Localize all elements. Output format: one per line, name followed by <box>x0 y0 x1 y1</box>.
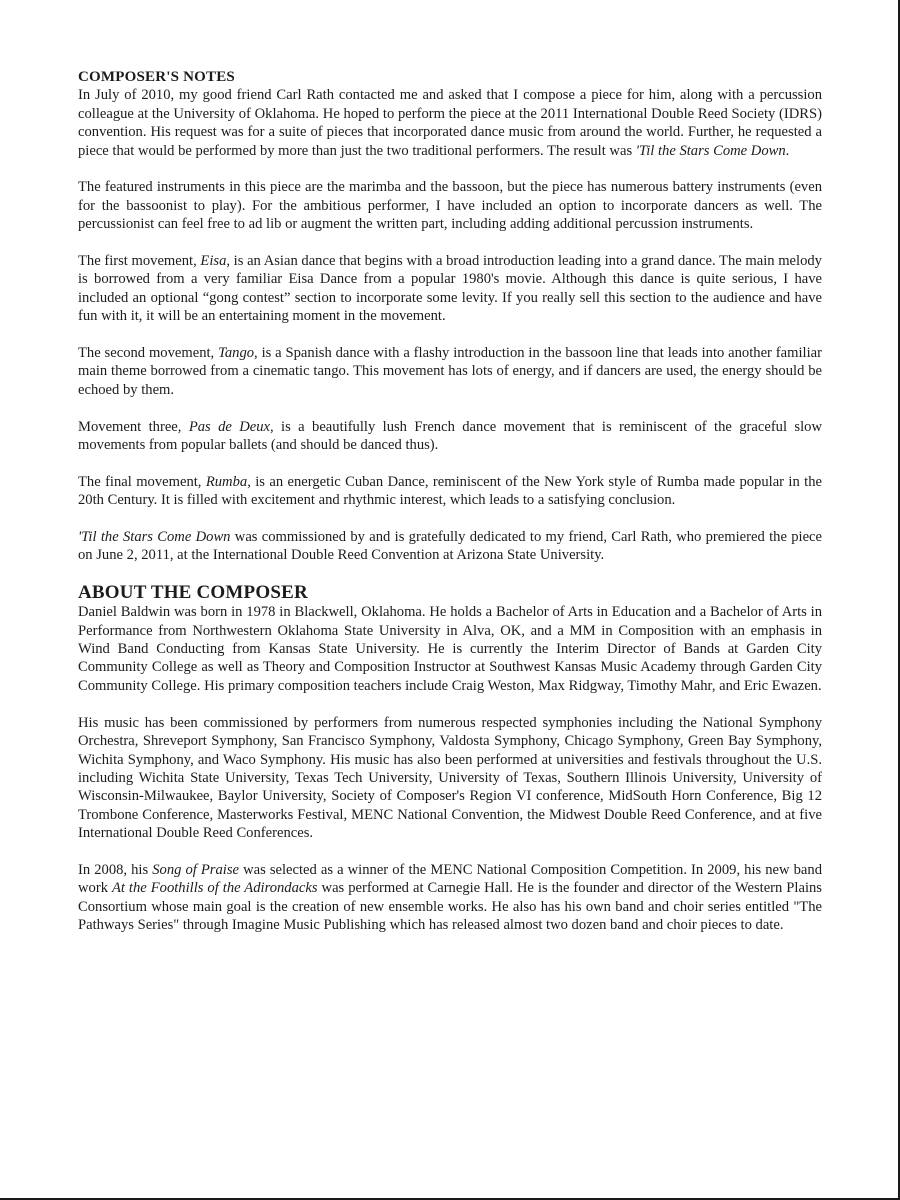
paragraph-text: The final movement, <box>78 473 206 490</box>
italic-title: 'Til the Stars Come Down <box>635 142 786 159</box>
composers-notes-heading: COMPOSER'S NOTES <box>78 69 235 85</box>
paragraph-text: . <box>785 142 790 159</box>
composers-notes-paragraph <box>78 473 822 510</box>
paragraph-text: , is an energetic Cuban Dance, reminiscent of the New York style of Rumba made popular in the 20th Century. It is filled with excitement and rhythmic interest, which leads to a satisfying conclusion. <box>78 473 822 509</box>
paragraph-text: The second movement, <box>78 345 219 362</box>
paragraph-text: In 2008, his <box>78 861 153 878</box>
italic-title: Pas de Deux <box>188 418 271 435</box>
paragraph-text: , is a beautifully lush French dance movement that is reminiscent of the graceful slow movements from popular ballets (and should be danced thus). <box>78 418 822 454</box>
paragraph-text: , is a Spanish dance with a flashy introduction in the bassoon line that leads into another familiar main theme borrowed from a cinematic tango. This movement has lots of energy, and if dancers are used, the energy should be echoed by them. <box>78 345 822 398</box>
about-composer-paragraph <box>78 714 822 843</box>
composers-notes-paragraph <box>78 252 822 326</box>
italic-title: Eisa <box>200 253 227 270</box>
paragraph-text: was commissioned by and is gratefully dedicated to my friend, Carl Rath, who premiered the piece on June 2, 2011, at the International Double Reed Convention at Arizona State University. <box>78 529 822 564</box>
italic-title: Song of Praise <box>152 861 239 878</box>
paragraph-text: was selected as a winner of the MENC National Composition Competition. In 2009, his new band work <box>78 861 822 897</box>
paragraph-text: Movement three, <box>78 418 189 435</box>
about-composer-paragraph <box>78 603 822 695</box>
composers-notes-paragraph <box>78 178 822 233</box>
italic-title: Rumba <box>205 473 248 490</box>
about-composer-paragraph <box>78 861 822 935</box>
composers-notes-paragraph <box>78 418 822 455</box>
composers-notes-paragraph <box>78 344 822 399</box>
paragraph-text: In July of 2010, my good friend Carl Rath contacted me and asked that I compose a piece for him, along with a percussion colleague at the University of Oklahoma. He hoped to perform the piece at the 2011 International Double Reed Society (IDRS) convention. His request was for a suite of pieces that incorporated dance music from around the world. Further, he requested a piece that would be performed by more than just the two traditional performers. The result was <box>78 87 822 159</box>
page-content <box>78 68 822 953</box>
paragraph-text: was performed at Carnegie Hall. He is the founder and director of the Western Plains Consortium whose main goal is the creation of new ensemble works. He also has his own band and choir series entitled "The Pathways Series" through Imagine Music Publishing which has released almost two dozen band and choir pieces to date. <box>78 880 822 934</box>
about-composer-heading: ABOUT THE COMPOSER <box>78 582 308 604</box>
paragraph-text: Daniel Baldwin was born in 1978 in Blackwell, Oklahoma. He holds a Bachelor of Arts in Education and a Bachelor of Arts in Performance from Northwestern Oklahoma State University in Alva, OK, and a MM in Composition with an emphasis in Wind Band Conducting from Kansas State University. He is currently the Interim Director of Bands at Garden City Community College as well as Theory and Composition Instructor at Southwest Kansas Music Academy through Garden City Community College. His primary composition teachers include Craig Weston, Max Ridgway, Timothy Mahr, and Eric Ewazen. <box>78 604 822 694</box>
paragraph-text: His music has been commissioned by performers from numerous respected symphonies including the National Symphony Orchestra, Shreveport Symphony, San Francisco Symphony, Valdosta Symphony, Chicago Symphony, Green Bay Symphony, Wichita Symphony, and Waco Symphony. His music has also been performed at universities and festivals throughout the U.S. including Wichita State University, Texas Tech University, University of Texas, Southern Illinois University, University of Wisconsin-Milwaukee, Baylor University, Society of Composer's Region VI conference, MidSouth Horn Conference, Big 12 Trombone Conference, Masterworks Festival, MENC National Convention, the Midwest Double Reed Conference, and at five International Double Reed Conferences. <box>78 714 822 842</box>
paragraph-text: , is an Asian dance that begins with a broad introduction leading into a grand dance. The main melody is borrowed from a very familiar Eisa Dance from a popular 1980's movie. Although this dance is quite serious, I have included an optional “gong contest” section to incorporate some levity. If you really sell this section to the audience and have fun with it, it will be an entertaining moment in the movement. <box>78 253 822 325</box>
composers-notes-paragraph <box>78 528 822 565</box>
italic-title: 'Til the Stars Come Down <box>78 529 231 546</box>
paragraph-text: The featured instruments in this piece are the marimba and the bassoon, but the piece has numerous battery instruments (even for the bassoonist to play). For the ambitious performer, I have included an option to incorporate dancers as well. The percussionist can feel free to ad lib or augment the written part, including adding additional percussion instruments. <box>78 179 822 233</box>
paragraph-text: The first movement, <box>78 253 201 270</box>
composers-notes-paragraph <box>78 86 822 160</box>
italic-title: Tango <box>218 345 255 362</box>
italic-title: At the Foothills of the Adirondacks <box>111 880 318 897</box>
